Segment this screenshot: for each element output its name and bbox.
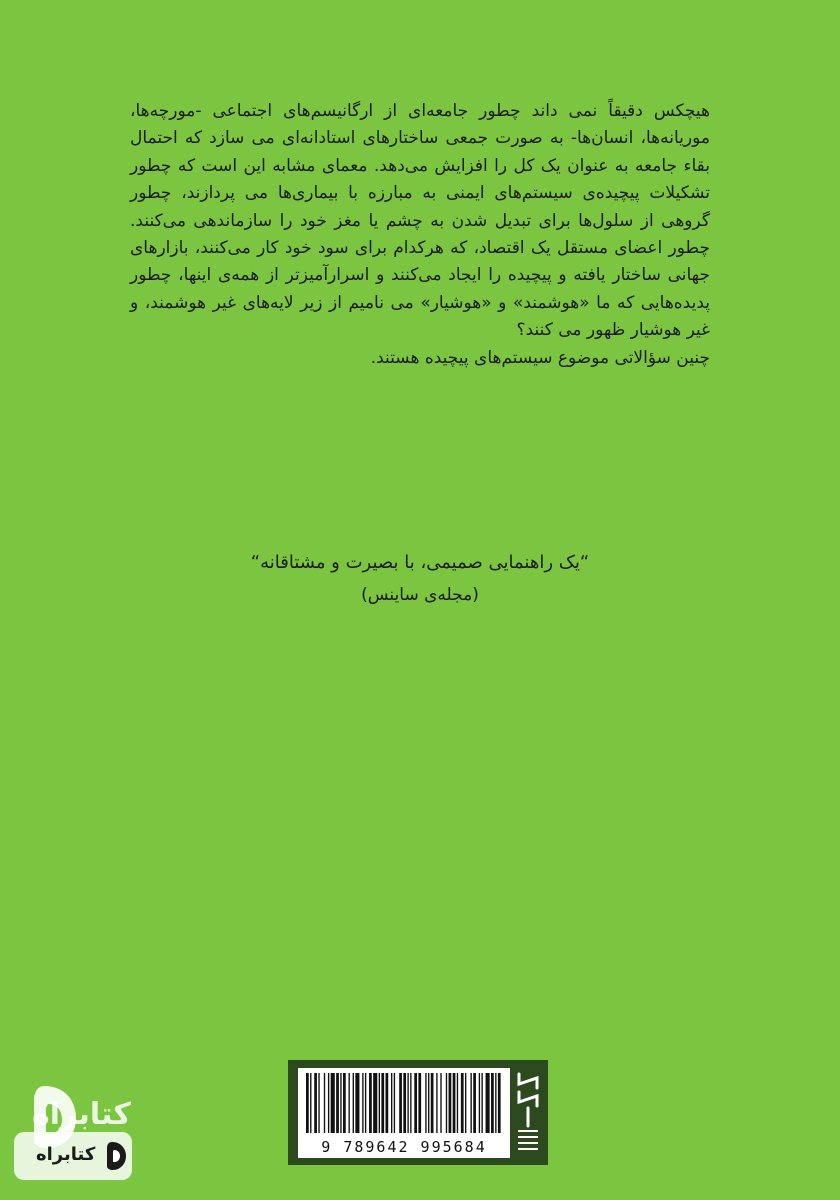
barcode-bar [318,1073,319,1133]
barcode-bar [425,1073,426,1133]
barcode-bar [407,1073,408,1133]
quote-text: “یک راهنمایی صمیمی، با بصیرت و مشتاقانه“ [250,552,590,573]
barcode-bar [381,1073,384,1133]
review-quote [0,552,840,605]
barcode-bar [399,1073,402,1133]
barcode-bar [440,1073,441,1133]
barcode-bar [418,1073,421,1133]
barcode-bar [486,1073,490,1133]
barcode-bar [495,1073,496,1133]
barcode-bar [479,1073,480,1133]
barcode-bar [498,1073,501,1133]
barcode [298,1068,510,1158]
barcode-bar [328,1073,329,1133]
barcode-bar [362,1073,363,1133]
barcode-bar [369,1073,372,1133]
barcode-bar [379,1073,380,1133]
barcode-bar [355,1073,359,1133]
publisher-logo-icon [512,1066,544,1158]
barcode-bar [461,1073,464,1133]
barcode-bar [428,1073,429,1133]
barcode-bar [353,1073,354,1133]
barcode-bar [314,1073,317,1133]
quote-source: (مجله‌ی ساینس) [361,585,479,605]
barcode-bar [348,1073,349,1133]
barcode-bar [386,1073,389,1133]
barcode-bar [391,1073,392,1133]
blurb-paragraph-2: چنین سؤالاتی موضوع سیستم‌های پیچیده هستند. [370,347,710,368]
barcode-bar [331,1073,335,1133]
blurb-paragraph-1: هیچکس دقیقاً نمی داند چطور جامعه‌ای از ارگانیسم‌های اجتماعی -مورچه‌ها، موریانه‌ها، انسان‌ها- به صورت جمعی ساختارهای استادانه‌ای می سازد که احتمال بقاء جامعه به عنوان یک کل را افزایش می‌دهد. معمای مشابه این است که چطور تشکیلات پیچیده‌ی سیستم‌های ایمنی به مبارزه با بیماری‌ها می پردازند، چطور گروهی از سلول‌ها برای تبدیل شدن به چشم یا مغز خود را سازماندهی می‌کنند. چطور اعضای مستقل یک اقتصاد، که هرکدام برای سود خود کار می‌کنند، بازارهای جهانی ساختار یافته و پیچیده را ایجاد می‌کنند و اسرارآمیزتر از همه‌ی اینها، چطور پدیده‌هایی که ما «هوشمند» و «هوشیار» می نامیم از زیر لایه‌های غیر هوشمند، و غیر هوشیار ظهور می کنند؟ [130,101,710,341]
isbn-number: 9 789642 995684 [321,1138,487,1156]
barcode-bar [403,1073,406,1133]
barcode-bar [365,1073,366,1133]
barcode-bar [340,1073,341,1133]
barcode-bar [310,1073,311,1133]
barcode-bar [446,1073,447,1133]
barcode-bar [306,1073,309,1133]
barcode-bar [336,1073,339,1133]
barcode-bar [394,1073,395,1133]
barcode-bar [473,1073,476,1133]
barcode-bars [304,1073,504,1133]
back-cover-blurb [130,98,710,372]
ketabrah-badge [14,1132,132,1180]
barcode-bar [457,1073,458,1133]
barcode-bar [324,1073,325,1133]
barcode-panel [288,1060,548,1165]
barcode-bar [431,1073,434,1133]
barcode-bar [491,1073,494,1133]
barcode-bar [373,1073,377,1133]
barcode-bar [470,1073,471,1133]
barcode-bar [465,1073,466,1133]
ketabrah-watermark-label: کتابراه [32,1097,131,1132]
ketabrah-badge-icon [98,1140,128,1172]
barcode-bar [449,1073,452,1133]
barcode-bar [453,1073,456,1133]
barcode-bar [343,1073,346,1133]
barcode-bar [436,1073,437,1133]
barcode-bar [410,1073,411,1133]
barcode-bar [481,1073,482,1133]
ketabrah-badge-label: کتابراه [36,1144,96,1165]
barcode-bar [414,1073,417,1133]
